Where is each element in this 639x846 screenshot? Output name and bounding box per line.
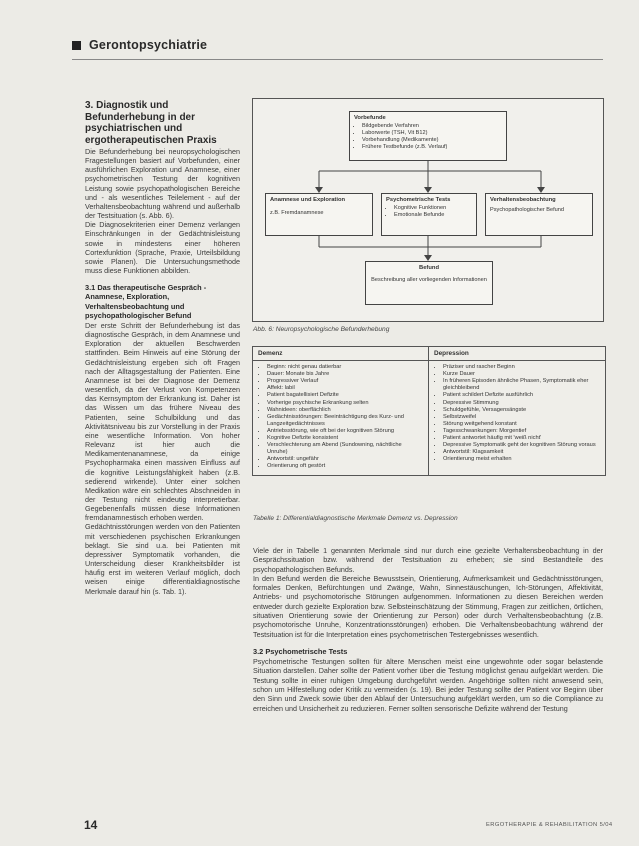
table-item: • Schuldgefühle, Versagensängste bbox=[443, 407, 600, 414]
subsection-heading-3-1: 3.1 Das therapeutische Gespräch - Anamnese, Exploration, Verhaltensbeobachtung und psychopathologischer Befund bbox=[85, 283, 207, 320]
left-paragraph-2: Die Diagnosekriterien einer Demenz verlangen Einschränkungen in der Gedächtnisleistung sowie in mindestens einer höheren Cortexfunktion (Sprache, Praxie, Urteilsbildung sowie Planen). Die Untersuchungsmethode muss diese Funktionen abbilden. bbox=[85, 220, 240, 276]
table-item: • Orientierung meist erhalten bbox=[443, 456, 600, 463]
table-column-demenz bbox=[253, 361, 429, 474]
table-item: • Kurze Dauer bbox=[443, 371, 600, 378]
table-item: • Orientierung oft gestört bbox=[267, 463, 423, 470]
box-psychometrische-tests: Psychometrische Tests • Kognitive Funktionen • Emotionale Befunde bbox=[381, 193, 477, 236]
box-verhaltensbeobachtung: Verhaltensbeobachtung Psychopathologischer Befund bbox=[485, 193, 593, 236]
table-item: • Gedächtnisstörungen: Beeinträchtigung des Kurz- und Langzeitgedächtnisses bbox=[267, 414, 423, 428]
right-paragraph-1: Viele der in Tabelle 1 genannten Merkmale sind nur durch eine gezielte Verhaltensbeobachtung in der Gesprächssituation bzw. während der Testsituation zu erheben; sie sind Bestandteile des psychopathologischen Befunds. bbox=[253, 546, 603, 574]
table-column-depression bbox=[429, 361, 605, 474]
box-anamnese: Anamnese und Exploration z.B. Fremdanamnese bbox=[265, 193, 373, 236]
table-item: • Wahnideen: oberflächlich bbox=[267, 407, 423, 414]
table-header-row bbox=[253, 347, 605, 361]
table-item: • Progressiver Verlauf bbox=[267, 378, 423, 385]
table-item: • Patient antwortet häufig mit 'weiß nicht' bbox=[443, 435, 600, 442]
table-item: • Affekt: labil bbox=[267, 385, 423, 392]
table-item: • Präziser und rascher Beginn bbox=[443, 364, 600, 371]
footer-journal: ERGOTHERAPIE & REHABILITATION 5/04 bbox=[486, 822, 613, 828]
table-item: • Verschlechterung am Abend (Sundowning, nächtliche Unruhe) bbox=[267, 442, 423, 456]
left-paragraph-4: Gedächtnisstörungen werden von den Patienten mit verschiedenen psychischen Erkrankungen beklagt. Sie sind u.a. bei Patienten mit depressiver Symptomatik vorhanden, die Unterscheidung dieser Krankheitsbilder ist häufig erst im weiteren Verlauf möglich, doch weisen einige differentialdiagnostische Merkmale darauf hin (s. Tab. 1). bbox=[85, 522, 240, 596]
section-heading: 3. Diagnostik und Befunderhebung in der psychiatrischen und ergotherapeutischen Praxis bbox=[85, 100, 217, 146]
box-befund: Befund Beschreibung aller vorliegenden Informationen bbox=[365, 261, 493, 305]
left-paragraph-1: Die Befunderhebung bei neuropsychologischen Fragestellungen basiert auf Vorbefunden, einer ausführlichen Exploration und Anamnese, einer psychometrischen Testung der kognitiven Leistung sowie psychopathologischen Bereiche und - als wesentliches Teilelement - auf der Verhaltensbeobachtung während und außerhalb der Testsituation (s. Abb. 6). bbox=[85, 147, 240, 221]
table-item: • Vorherige psychische Erkrankung selten bbox=[267, 400, 423, 407]
subsection-heading-3-2: 3.2 Psychometrische Tests bbox=[253, 646, 348, 656]
table-item: • Störung weitgehend konstant bbox=[443, 421, 600, 428]
figure-6-diagram bbox=[252, 98, 604, 322]
header-square-icon bbox=[72, 41, 81, 50]
left-paragraph-3: Der erste Schritt der Befunderhebung ist das diagnostische Gespräch, in dem Anamnese und Exploration der aktuellen Beschwerden stattfinden. Beim Hinweis auf eine Störung der Gedächtnisleistung ergeben sich oft Fragen nach der Alltagsgestaltung der Patienten. Eine Anamnese ist bei der Diagnose der Demenz wesentlich, da der Verlust von Kompetenzen das Kernsymptom der Erkrankung ist. Daher ist das Wissen um das frühere Niveau des Patienten, seine Schulbildung und das Aktivitätsniveau bis zur Vorstellung in der Praxis eine wesentliche Information. Von hoher Relevanz ist hier auch die Medikamentenanamnese, da einige Psychopharmaka einen massiven Einfluss auf die kognitive Leistungsfähigkeit haben (z.B. sedierend wirkende). Unter einer solchen Medikation wäre ein schlechtes Abschneiden in der Testung nicht eindeutig interpretierbar. Gegebenenfalls müssen diese Informationen fremdanamnestisch erhoben werden. bbox=[85, 321, 240, 523]
table-item: • Antwortstil: Klagsamkeit bbox=[443, 449, 600, 456]
table-caption: Tabelle 1: Differentialdiagnostische Merkmale Demenz vs. Depression bbox=[253, 515, 458, 522]
table-item: • Depressive Symptomatik geht der kognitiven Störung voraus bbox=[443, 442, 600, 449]
table-header-demenz: Demenz bbox=[253, 347, 429, 360]
left-column bbox=[85, 100, 240, 596]
right-column bbox=[253, 546, 603, 713]
table-item: • Antwortstil: ungefähr bbox=[267, 456, 423, 463]
table-item: • Antriebsstörung, wie oft bei der kognitiven Störung bbox=[267, 428, 423, 435]
running-header bbox=[72, 38, 207, 52]
page-number: 14 bbox=[84, 818, 98, 832]
table-item: • In früheren Episoden ähnliche Phasen, Symptomatik eher gleichbleibend bbox=[443, 378, 600, 392]
table-item: • Patient schildert Defizite ausführlich bbox=[443, 392, 600, 399]
header-rule bbox=[72, 59, 603, 60]
header-title: Gerontopsychiatrie bbox=[89, 38, 208, 52]
right-paragraph-2: In den Befund werden die Bereiche Bewusstsein, Orientierung, Aufmerksamkeit und Gedächtnisstörungen, formales Denken, Befürchtungen und Zwänge, Wahn, Sinnestäuschungen, Ich-Störungen, Affektivität, Antriebs- und psychomotorische Störungen aufgenommen. Informationen zu diesen Bereichen werden entweder durch gezielte Exploration bzw. Selbsteinschätzung der Stimmung, Fragen zur zeitlichen, örtlichen, situativen Orientierung sowie der Orientierung zur Person) oder durch Verhaltensbeobachtung (z.B. psychomotorische Unruhe, Konzentrationsstörungen) erhoben. Die Verhaltensbeobachtung während der Testsituation ist für die Interpretation eines psychometrischen Testergebnisses wesentlich. bbox=[253, 573, 603, 639]
figure-caption: Abb. 6: Neuropsychologische Befunderhebung bbox=[253, 326, 390, 333]
table-item: • Kognitive Defizite konsistent bbox=[267, 435, 423, 442]
table-item: • Beginn: nicht genau datierbar bbox=[267, 364, 423, 371]
table-item: • Tagesschwankungen: Morgentief bbox=[443, 428, 600, 435]
table-item: • Depressive Stimmung bbox=[443, 400, 600, 407]
table-item: • Dauer: Monate bis Jahre bbox=[267, 371, 423, 378]
table-1 bbox=[252, 346, 606, 476]
box-vorbefunde: Vorbefunde • Bildgebende Verfahren • Laborwerte (TSH, Vit B12) • Vorbehandlung (Medikamente) • Frühere Testbefunde (z.B. Verlauf) bbox=[349, 111, 507, 161]
right-paragraph-3: Psychometrische Testungen sollten für ältere Menschen meist eine ungewohnte oder sogar belastende Situation darstellen. Daher sollte der Patient vorher über die Testung möglichst genau aufgeklärt werden. Die Testung sollte in einer ruhigen Umgebung durchgeführt werden. Angehörige sollten nicht anwesend sein, schon um Hilfestellung oder Kritik zu vermeiden (s. 19). Bei jeder Testung sollte der Patient vor Beginn über den Sinn und Zweck sowie über den Ablauf der Untersuchung aufgeklärt werden, um so die Compliance zu erreichen und Unsicherheit zu reduzieren. Ferner sollten sensorische Defizite während der Testung bbox=[253, 657, 603, 713]
table-item: • Patient bagatellisiert Defizite bbox=[267, 392, 423, 399]
table-item: • Selbstzweifel bbox=[443, 414, 600, 421]
table-header-depression: Depression bbox=[434, 350, 469, 357]
